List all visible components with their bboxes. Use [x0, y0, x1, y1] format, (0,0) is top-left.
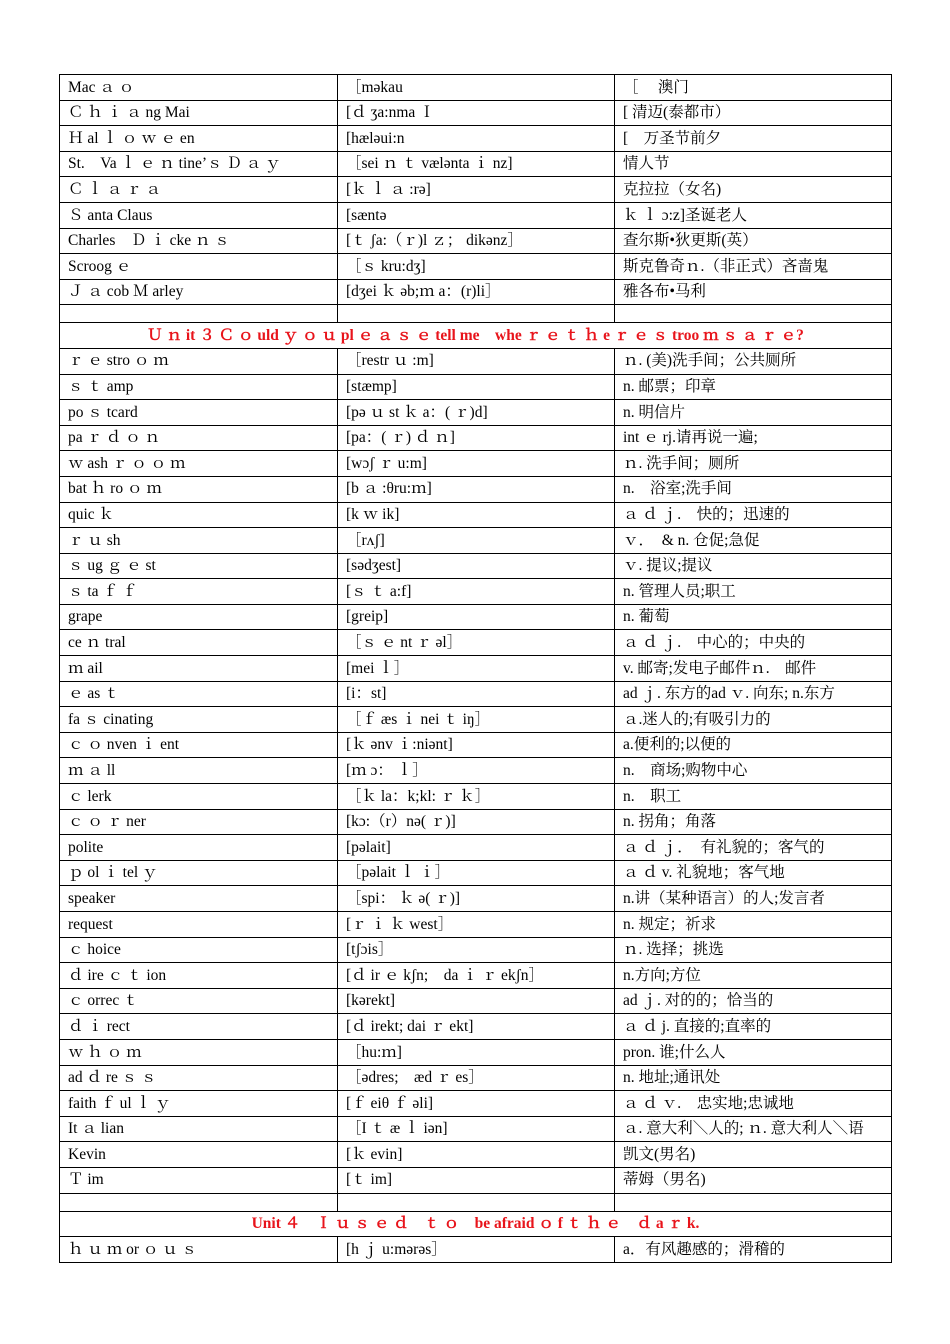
table-row — [60, 681, 892, 707]
word-cell: ad ｄ re ｓ ｓ — [60, 1065, 338, 1091]
table-row — [60, 937, 892, 963]
phonetic-cell: ［ｆ æs ｉ nei ｔ iŋ］ — [338, 707, 615, 733]
meaning-cell: n.讲（某种语言）的人;发言者 — [615, 886, 892, 912]
meaning-cell: a．有风趣感的；滑稽的 — [615, 1237, 892, 1263]
table-row — [60, 630, 892, 656]
meaning-cell: 情人节 — [615, 151, 892, 177]
table-row — [60, 604, 892, 630]
meaning-cell: [ 万圣节前夕 — [615, 126, 892, 152]
meaning-cell: ｎ. 选择；挑选 — [615, 937, 892, 963]
meaning-cell: 查尔斯•狄更斯(英） — [615, 228, 892, 254]
phonetic-cell: [ｋ evin] — [338, 1142, 615, 1168]
phonetic-cell: ［ｓ kru:dʒ] — [338, 254, 615, 280]
word-cell: ｓ ta ｆ ｆ — [60, 579, 338, 605]
table-row — [60, 1014, 892, 1040]
meaning-cell: n. 明信片 — [615, 400, 892, 426]
word-cell: ｓ ｔ amp — [60, 374, 338, 400]
unit-heading-row — [60, 1211, 892, 1237]
word-cell: It ａ lian — [60, 1116, 338, 1142]
word-cell: ｍ ａ ll — [60, 758, 338, 784]
table-row — [60, 732, 892, 758]
phonetic-cell: ［spi： ｋ ə( ｒ)] — [338, 886, 615, 912]
unit-title: Ｕ ｎ it ３ Ｃ ｏ uld ｙ ｏ ｕ pl ｅ ａ ｓ ｅ tell me whe ｒ ｅ ｔ ｈ e ｒ ｅ ｓ troo ｍ ｓ ａ ｒ ｅ? — [60, 323, 892, 349]
phonetic-cell: ［hu:ｍ] — [338, 1039, 615, 1065]
phonetic-cell: [sæntə — [338, 202, 615, 228]
meaning-cell: 斯克鲁奇ｎ.（非正式）吝啬鬼 — [615, 254, 892, 280]
meaning-cell: int ｅ rj.请再说一遍; — [615, 425, 892, 451]
word-cell: ｓ ug ｇ ｅ st — [60, 553, 338, 579]
phonetic-cell: [b ａ :θru:ｍ] — [338, 476, 615, 502]
phonetic-cell: [mei ｌ］ — [338, 656, 615, 682]
phonetic-cell: ［I ｔ æ ｌ iən] — [338, 1116, 615, 1142]
unit-heading-row — [60, 323, 892, 349]
table-row — [60, 963, 892, 989]
phonetic-cell: [stæmp] — [338, 374, 615, 400]
phonetic-cell: [ｋ ənv ｉ:niənt] — [338, 732, 615, 758]
word-cell: ｗ ash ｒ ｏ ｏ ｍ — [60, 451, 338, 477]
meaning-cell: ａ ｄ ｊ. 中心的；中央的 — [615, 630, 892, 656]
phonetic-cell: [dʒei ｋ əb;ｍ a：(r)li］ — [338, 279, 615, 305]
word-cell: Kevin — [60, 1142, 338, 1168]
blank-cell — [615, 1193, 892, 1211]
table-row — [60, 784, 892, 810]
word-cell: ｒ ｅ stro ｏ ｍ — [60, 348, 338, 374]
word-cell: request — [60, 912, 338, 938]
word-cell: po ｓ tcard — [60, 400, 338, 426]
table-row — [60, 1237, 892, 1263]
phonetic-cell: [ｓ ｔ a:f] — [338, 579, 615, 605]
table-row — [60, 502, 892, 528]
table-row — [60, 151, 892, 177]
phonetic-cell: [pa：( ｒ) ｄ ｎ] — [338, 425, 615, 451]
table-row — [60, 758, 892, 784]
word-cell: ｃ lerk — [60, 784, 338, 810]
word-cell: ｒ ｕ sh — [60, 528, 338, 554]
blank-cell — [60, 305, 338, 323]
word-cell: ｃ ｏ ｒ ner — [60, 809, 338, 835]
table-row — [60, 476, 892, 502]
table-row — [60, 579, 892, 605]
table-row — [60, 912, 892, 938]
meaning-cell: n. 职工 — [615, 784, 892, 810]
phonetic-cell: [h ｊ u:mərəs］ — [338, 1237, 615, 1263]
table-row — [60, 202, 892, 228]
table-row — [60, 1091, 892, 1117]
word-cell: quic ｋ — [60, 502, 338, 528]
word-cell: ce ｎ tral — [60, 630, 338, 656]
table-row — [60, 400, 892, 426]
phonetic-cell: ［ədres; æd ｒ es］ — [338, 1065, 615, 1091]
table-row — [60, 228, 892, 254]
meaning-cell: 雅各布•马利 — [615, 279, 892, 305]
meaning-cell: ａ ｄ ｊ． 有礼貌的；客气的 — [615, 835, 892, 861]
vocabulary-table — [59, 74, 892, 1263]
table-row — [60, 177, 892, 203]
blank-row — [60, 1193, 892, 1211]
blank-cell — [60, 1193, 338, 1211]
meaning-cell: ａ ｄ v. 礼貌地；客气地 — [615, 860, 892, 886]
phonetic-cell: [greip] — [338, 604, 615, 630]
meaning-cell: ａ. 意大利＼人的; ｎ. 意大利人＼语 — [615, 1116, 892, 1142]
phonetic-cell: [ｄ ir ｅ kʃn; da ｉ ｒ ekʃn］ — [338, 963, 615, 989]
word-cell: ｈ ｕ ｍ or ｏ ｕ ｓ — [60, 1237, 338, 1263]
table-row — [60, 528, 892, 554]
meaning-cell: ａ.迷人的;有吸引力的 — [615, 707, 892, 733]
word-cell: Mac ａ ｏ — [60, 75, 338, 101]
table-row — [60, 656, 892, 682]
word-cell: ｄ ｉ rect — [60, 1014, 338, 1040]
meaning-cell: pron. 谁;什么人 — [615, 1039, 892, 1065]
blank-cell — [615, 305, 892, 323]
phonetic-cell: [ｄ ʒa:nma Ｉ — [338, 100, 615, 126]
table-row — [60, 1065, 892, 1091]
table-row — [60, 425, 892, 451]
phonetic-cell: [ｄ irekt; dai ｒ ekt] — [338, 1014, 615, 1040]
word-cell: Ｔ im — [60, 1167, 338, 1193]
meaning-cell: ｖ. 提议;提议 — [615, 553, 892, 579]
meaning-cell: n. 邮票；印章 — [615, 374, 892, 400]
meaning-cell: ｋ ｌ ɔ:z]圣诞老人 — [615, 202, 892, 228]
table-row — [60, 348, 892, 374]
word-cell: Ｈ al ｌ ｏ ｗ ｅ en — [60, 126, 338, 152]
phonetic-cell: ［ｋ la：k;kl: ｒ ｋ］ — [338, 784, 615, 810]
table-row — [60, 279, 892, 305]
word-cell: Ｃ ｌ ａ ｒ ａ — [60, 177, 338, 203]
table-row — [60, 886, 892, 912]
table-row — [60, 860, 892, 886]
meaning-cell: n. 地址;通讯处 — [615, 1065, 892, 1091]
table-row — [60, 1116, 892, 1142]
table-row — [60, 75, 892, 101]
phonetic-cell: ［pəlait ｌ ｉ］ — [338, 860, 615, 886]
meaning-cell: ｎ. (美)洗手间；公共厕所 — [615, 348, 892, 374]
table-row — [60, 809, 892, 835]
phonetic-cell: [ｍ ɔ： ｌ］ — [338, 758, 615, 784]
phonetic-cell: [i：st] — [338, 681, 615, 707]
phonetic-cell: ［rʌʃ] — [338, 528, 615, 554]
word-cell: Ｃ ｈ ｉ ａ ng Mai — [60, 100, 338, 126]
phonetic-cell: ［restr ｕ :m] — [338, 348, 615, 374]
meaning-cell: n. 规定；祈求 — [615, 912, 892, 938]
phonetic-cell: ［məkau — [338, 75, 615, 101]
word-cell: ｃ orrec ｔ — [60, 988, 338, 1014]
word-cell: ｃ hoice — [60, 937, 338, 963]
meaning-cell: ａ ｄ ｊ. 快的；迅速的 — [615, 502, 892, 528]
meaning-cell: n. 浴室;洗手间 — [615, 476, 892, 502]
word-cell: Ｊ ａ cob Ｍ arley — [60, 279, 338, 305]
word-cell: grape — [60, 604, 338, 630]
meaning-cell: n. 拐角；角落 — [615, 809, 892, 835]
word-cell: St. Va ｌ ｅ ｎ tine’ｓ Ｄ ａ ｙ — [60, 151, 338, 177]
table-row — [60, 126, 892, 152]
phonetic-cell: ［ｓ ｅ nt ｒ əl］ — [338, 630, 615, 656]
phonetic-cell: [hæləui:n — [338, 126, 615, 152]
meaning-cell: ［ 澳门 — [615, 75, 892, 101]
table-row — [60, 374, 892, 400]
table-row — [60, 1142, 892, 1168]
meaning-cell: n. 商场;购物中心 — [615, 758, 892, 784]
table-row — [60, 835, 892, 861]
vocabulary-table-body — [60, 75, 892, 1263]
unit-title: Unit ４ Ｉ ｕ ｓ ｅ ｄ ｔ ｏ be afraid ｏ f ｔ ｈ ｅ ｄ a ｒ k. — [60, 1211, 892, 1237]
word-cell: ｄ ire ｃ ｔ ion — [60, 963, 338, 989]
word-cell: Ｓ anta Claus — [60, 202, 338, 228]
table-row — [60, 100, 892, 126]
word-cell: Charles Ｄ ｉ cke ｎ ｓ — [60, 228, 338, 254]
meaning-cell: [ 清迈(泰都市） — [615, 100, 892, 126]
word-cell: fa ｓ cinating — [60, 707, 338, 733]
table-row — [60, 254, 892, 280]
meaning-cell: n.方向;方位 — [615, 963, 892, 989]
phonetic-cell: [pə ｕ st ｋ a：( ｒ)d] — [338, 400, 615, 426]
phonetic-cell: [ｔ im] — [338, 1167, 615, 1193]
word-cell: polite — [60, 835, 338, 861]
blank-row — [60, 305, 892, 323]
table-row — [60, 707, 892, 733]
blank-cell — [338, 305, 615, 323]
phonetic-cell: [ｋ ｌ ａ :rə] — [338, 177, 615, 203]
meaning-cell: 蒂姆（男名) — [615, 1167, 892, 1193]
word-cell: bat ｈ ro ｏ ｍ — [60, 476, 338, 502]
word-cell: ｍ ail — [60, 656, 338, 682]
meaning-cell: a.便利的;以便的 — [615, 732, 892, 758]
meaning-cell: ｎ. 洗手间；厕所 — [615, 451, 892, 477]
blank-cell — [338, 1193, 615, 1211]
phonetic-cell: [ｆ eiθ ｆ əli] — [338, 1091, 615, 1117]
phonetic-cell: [kɔ:（r）nə( ｒ)] — [338, 809, 615, 835]
phonetic-cell: [tʃɔis］ — [338, 937, 615, 963]
table-row — [60, 1039, 892, 1065]
meaning-cell: ａ ｄ j. 直接的;直率的 — [615, 1014, 892, 1040]
table-row — [60, 988, 892, 1014]
meaning-cell: ｖ． & n. 仓促;急促 — [615, 528, 892, 554]
phonetic-cell: [pəlait] — [338, 835, 615, 861]
phonetic-cell: [wɔʃ ｒ u:m] — [338, 451, 615, 477]
phonetic-cell: [sədʒest] — [338, 553, 615, 579]
phonetic-cell: [k ｗ ik] — [338, 502, 615, 528]
table-row — [60, 553, 892, 579]
meaning-cell: n. 葡萄 — [615, 604, 892, 630]
meaning-cell: ad ｊ. 东方的ad ｖ. 向东; n.东方 — [615, 681, 892, 707]
word-cell: ｅ as ｔ — [60, 681, 338, 707]
word-cell: pa ｒ ｄ ｏ ｎ — [60, 425, 338, 451]
meaning-cell: n. 管理人员;职工 — [615, 579, 892, 605]
table-row — [60, 451, 892, 477]
phonetic-cell: ［sei ｎ ｔ vælənta ｉ nz] — [338, 151, 615, 177]
word-cell: faith ｆ ul ｌ ｙ — [60, 1091, 338, 1117]
word-cell: ｐ ol ｉ tel ｙ — [60, 860, 338, 886]
word-cell: ｃ ｏ nven ｉ ent — [60, 732, 338, 758]
phonetic-cell: [kərekt] — [338, 988, 615, 1014]
phonetic-cell: [ｒ ｉ ｋ west］ — [338, 912, 615, 938]
table-row — [60, 1167, 892, 1193]
word-cell: ｗ ｈ ｏ ｍ — [60, 1039, 338, 1065]
meaning-cell: ad ｊ. 对的的；恰当的 — [615, 988, 892, 1014]
meaning-cell: 克拉拉（女名) — [615, 177, 892, 203]
phonetic-cell: [ｔ ʃa:（ｒ)l ｚ； dikənz］ — [338, 228, 615, 254]
word-cell: Scroog ｅ — [60, 254, 338, 280]
meaning-cell: 凯文(男名) — [615, 1142, 892, 1168]
meaning-cell: ａ ｄ ｖ. 忠实地;忠诚地 — [615, 1091, 892, 1117]
word-cell: speaker — [60, 886, 338, 912]
meaning-cell: v. 邮寄;发电子邮件ｎ. 邮件 — [615, 656, 892, 682]
